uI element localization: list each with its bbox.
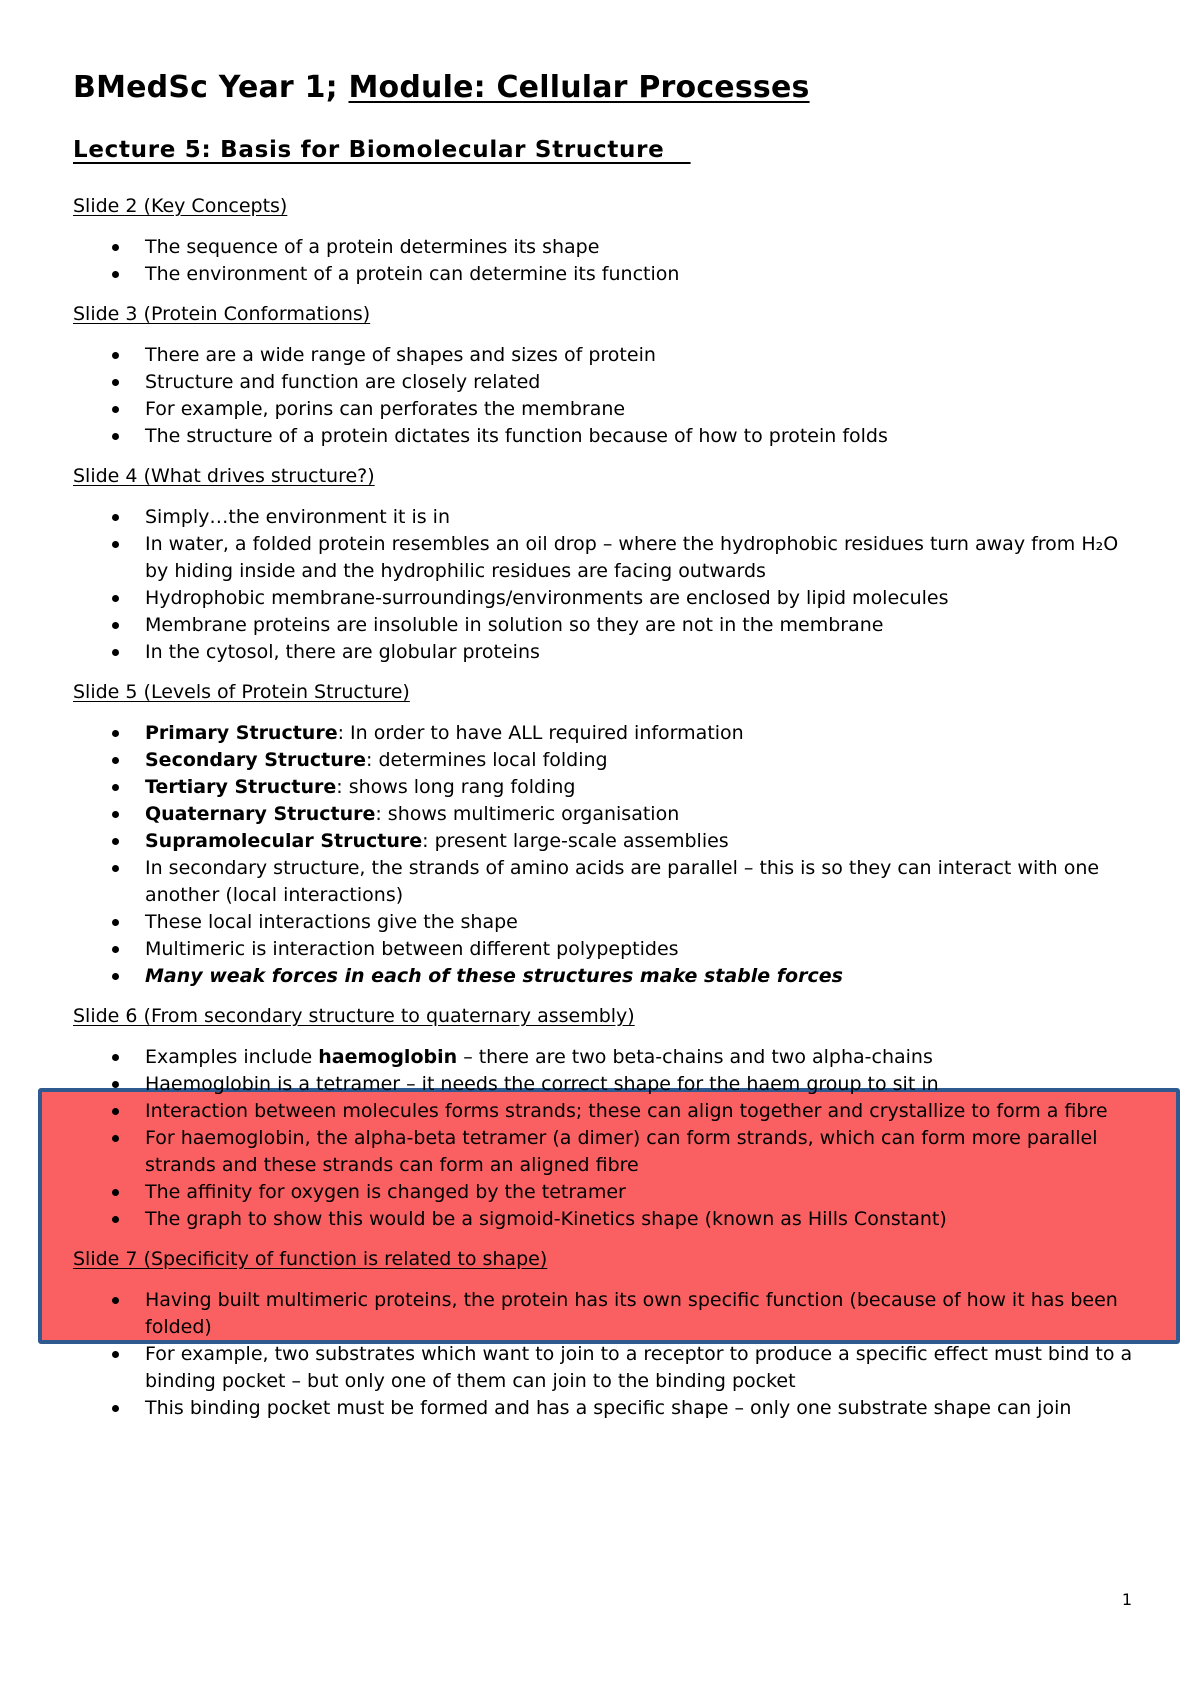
bullet-text: The sequence of a protein determines its shape <box>145 236 600 258</box>
bullet-item <box>73 639 1133 666</box>
bullet-item <box>73 747 1133 774</box>
bullet-text: This binding pocket must be formed and has a specific shape – only one substrate shape can join <box>145 1397 1072 1419</box>
bullet-text: : shows long rang folding <box>336 776 576 798</box>
bullet-item <box>73 720 1133 747</box>
slide-section <box>73 1003 1133 1233</box>
bullet-text: The environment of a protein can determine its function <box>145 263 680 285</box>
bullet-text: The affinity for oxygen is changed by the tetramer <box>145 1181 626 1203</box>
bullet-item <box>73 504 1133 531</box>
bullet-text: Structure and function are closely related <box>145 371 541 393</box>
bullet-text: For example, two substrates which want to join to a receptor to produce a specific effect must bind to a binding pocket – but only one of them can join to the binding pocket <box>145 1343 1133 1392</box>
bold-term: Supramolecular Structure <box>145 830 423 852</box>
bullet-text: For haemoglobin, the alpha-beta tetramer (a dimer) can form strands, which can form more parallel strands and these strands can form an aligned fibre <box>145 1127 1098 1176</box>
slide-section <box>73 1246 1133 1422</box>
slide-heading: Slide 6 (From secondary structure to quaternary assembly) <box>73 1005 635 1027</box>
document-title <box>73 70 810 105</box>
title-prefix: BMedSc Year 1; <box>73 70 349 105</box>
bullet-item <box>73 774 1133 801</box>
bold-term: Primary Structure <box>145 722 338 744</box>
bullet-item <box>73 801 1133 828</box>
bullet-item <box>73 1098 1133 1125</box>
bullet-text: The structure of a protein dictates its function because of how to protein folds <box>145 425 888 447</box>
bullet-item <box>73 531 1133 585</box>
bullet-item <box>73 1341 1133 1395</box>
bullet-item <box>73 936 1133 963</box>
bold-term: Quaternary Structure <box>145 803 376 825</box>
lecture-title: Lecture 5: Basis for Biomolecular Structure <box>73 137 691 163</box>
bullet-item <box>73 369 1133 396</box>
bullet-item <box>73 234 1133 261</box>
bullet-text: Having built multimeric proteins, the protein has its own specific function (because of how it has been folded) <box>145 1289 1118 1338</box>
bullet-text: For example, porins can perforates the membrane <box>145 398 626 420</box>
bullet-item <box>73 396 1133 423</box>
bullet-text: : determines local folding <box>366 749 608 771</box>
bullet-item <box>73 261 1133 288</box>
slide-section <box>73 679 1133 990</box>
bullet-text: Hydrophobic membrane-surroundings/environments are enclosed by lipid molecules <box>145 587 949 609</box>
slide-section <box>73 463 1133 666</box>
slide-heading: Slide 7 (Specificity of function is related to shape) <box>73 1248 548 1270</box>
bullet-text: These local interactions give the shape <box>145 911 518 933</box>
bold-term: haemoglobin <box>318 1046 458 1068</box>
module-title: Module: Cellular Processes <box>348 70 810 105</box>
bullet-item <box>73 1071 1133 1098</box>
bullet-item <box>73 828 1133 855</box>
bullet-text: Simply…the environment it is in <box>145 506 451 528</box>
bullet-text: : shows multimeric organisation <box>375 803 680 825</box>
slide-section <box>73 193 1133 288</box>
slide-section <box>73 301 1133 450</box>
bullet-item <box>73 1206 1133 1233</box>
bullet-text: Membrane proteins are insoluble in solution so they are not in the membrane <box>145 614 884 636</box>
bullet-list <box>73 1287 1133 1422</box>
bullet-item <box>73 342 1133 369</box>
slide-heading: Slide 4 (What drives structure?) <box>73 465 375 487</box>
bullet-item <box>73 1395 1133 1422</box>
bullet-item <box>73 423 1133 450</box>
bullet-list <box>73 504 1133 666</box>
bullet-text: The graph to show this would be a sigmoid-Kinetics shape (known as Hills Constant) <box>145 1208 947 1230</box>
bullet-list <box>73 234 1133 288</box>
slide-heading: Slide 5 (Levels of Protein Structure) <box>73 681 410 703</box>
bullet-item <box>73 963 1133 990</box>
bullet-item <box>73 1287 1133 1341</box>
bullet-item <box>73 909 1133 936</box>
bullet-text: In secondary structure, the strands of amino acids are parallel – this is so they can interact with one another (local interactions) <box>145 857 1100 906</box>
bullet-text: Multimeric is interaction between different polypeptides <box>145 938 679 960</box>
bullet-list <box>73 1044 1133 1233</box>
bullet-text: There are a wide range of shapes and sizes of protein <box>145 344 656 366</box>
slide-heading: Slide 3 (Protein Conformations) <box>73 303 371 325</box>
bullet-item <box>73 585 1133 612</box>
bullet-item <box>73 855 1133 909</box>
bullet-list <box>73 342 1133 450</box>
bullet-text: In water, a folded protein resembles an oil drop – where the hydrophobic residues turn away from H₂O by hiding inside and the hydrophilic residues are facing outwards <box>145 533 1119 582</box>
bold-term: Secondary Structure <box>145 749 366 771</box>
bullet-text: In the cytosol, there are globular proteins <box>145 641 540 663</box>
bold-term: Tertiary Structure <box>145 776 337 798</box>
bullet-text: Interaction between molecules forms strands; these can align together and crystallize to form a fibre <box>145 1100 1108 1122</box>
slide-notes <box>73 193 1133 1435</box>
bullet-text: : In order to have ALL required information <box>337 722 744 744</box>
bullet-text: Haemoglobin is a tetramer – it needs the correct shape for the haem group to sit in <box>145 1073 939 1095</box>
bullet-text: : present large-scale assemblies <box>422 830 729 852</box>
bullet-text: Examples include <box>145 1046 319 1068</box>
page-number: 1 <box>1121 1590 1132 1609</box>
slide-heading: Slide 2 (Key Concepts) <box>73 195 288 217</box>
bullet-item <box>73 1125 1133 1179</box>
bullet-list <box>73 720 1133 990</box>
bullet-item <box>73 1179 1133 1206</box>
bullet-item <box>73 1044 1133 1071</box>
bullet-text: – there are two beta-chains and two alpha-chains <box>457 1046 933 1068</box>
bullet-item <box>73 612 1133 639</box>
emphasis-text: Many weak forces in each of these structures make stable forces <box>145 965 843 987</box>
